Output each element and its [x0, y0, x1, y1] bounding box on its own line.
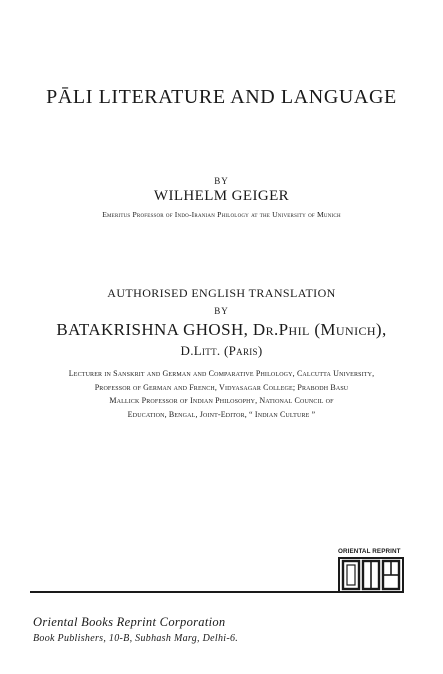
logo-text: ORIENTAL REPRINT	[338, 548, 401, 555]
by-label-translator: BY	[214, 306, 229, 316]
author-name: WILHELM GEIGER	[153, 188, 290, 204]
publisher-name: Oriental Books Reprint Corporation	[33, 615, 226, 629]
translator-name: BATAKRISHNA GHOSH, Dr.Phil (Munich),	[56, 320, 387, 339]
translator-roles	[0, 367, 443, 421]
translator-role-line: Lecturer in Sanskrit and German and Comparative Philology, Calcutta University,	[68, 369, 375, 378]
publisher-logo	[338, 548, 404, 593]
translator-role-line: Education, Bengal, Joint-Editor, “ Indian Culture ”	[127, 409, 316, 419]
translator-degree: D.Litt. (Paris)	[180, 343, 263, 358]
divider-rule	[30, 591, 392, 593]
translator-role-line: Mallick Professor of Indian Philosophy, National Council of	[109, 396, 334, 406]
publisher-address: Book Publishers, 10-B, Subhash Marg, Delhi-6.	[33, 633, 239, 644]
author-role: Emeritus Professor of Indo-Iranian Philology at the University of Munich	[102, 210, 341, 219]
by-label: BY	[214, 176, 229, 186]
book-title: PĀLI LITERATURE AND LANGUAGE	[46, 86, 397, 108]
translation-label: AUTHORISED ENGLISH TRANSLATION	[107, 286, 336, 300]
oriental-reprint-logo-icon	[338, 557, 404, 593]
translator-role-line: Professor of German and French, Vidyasagar College; Prabodh Basu	[94, 382, 349, 392]
